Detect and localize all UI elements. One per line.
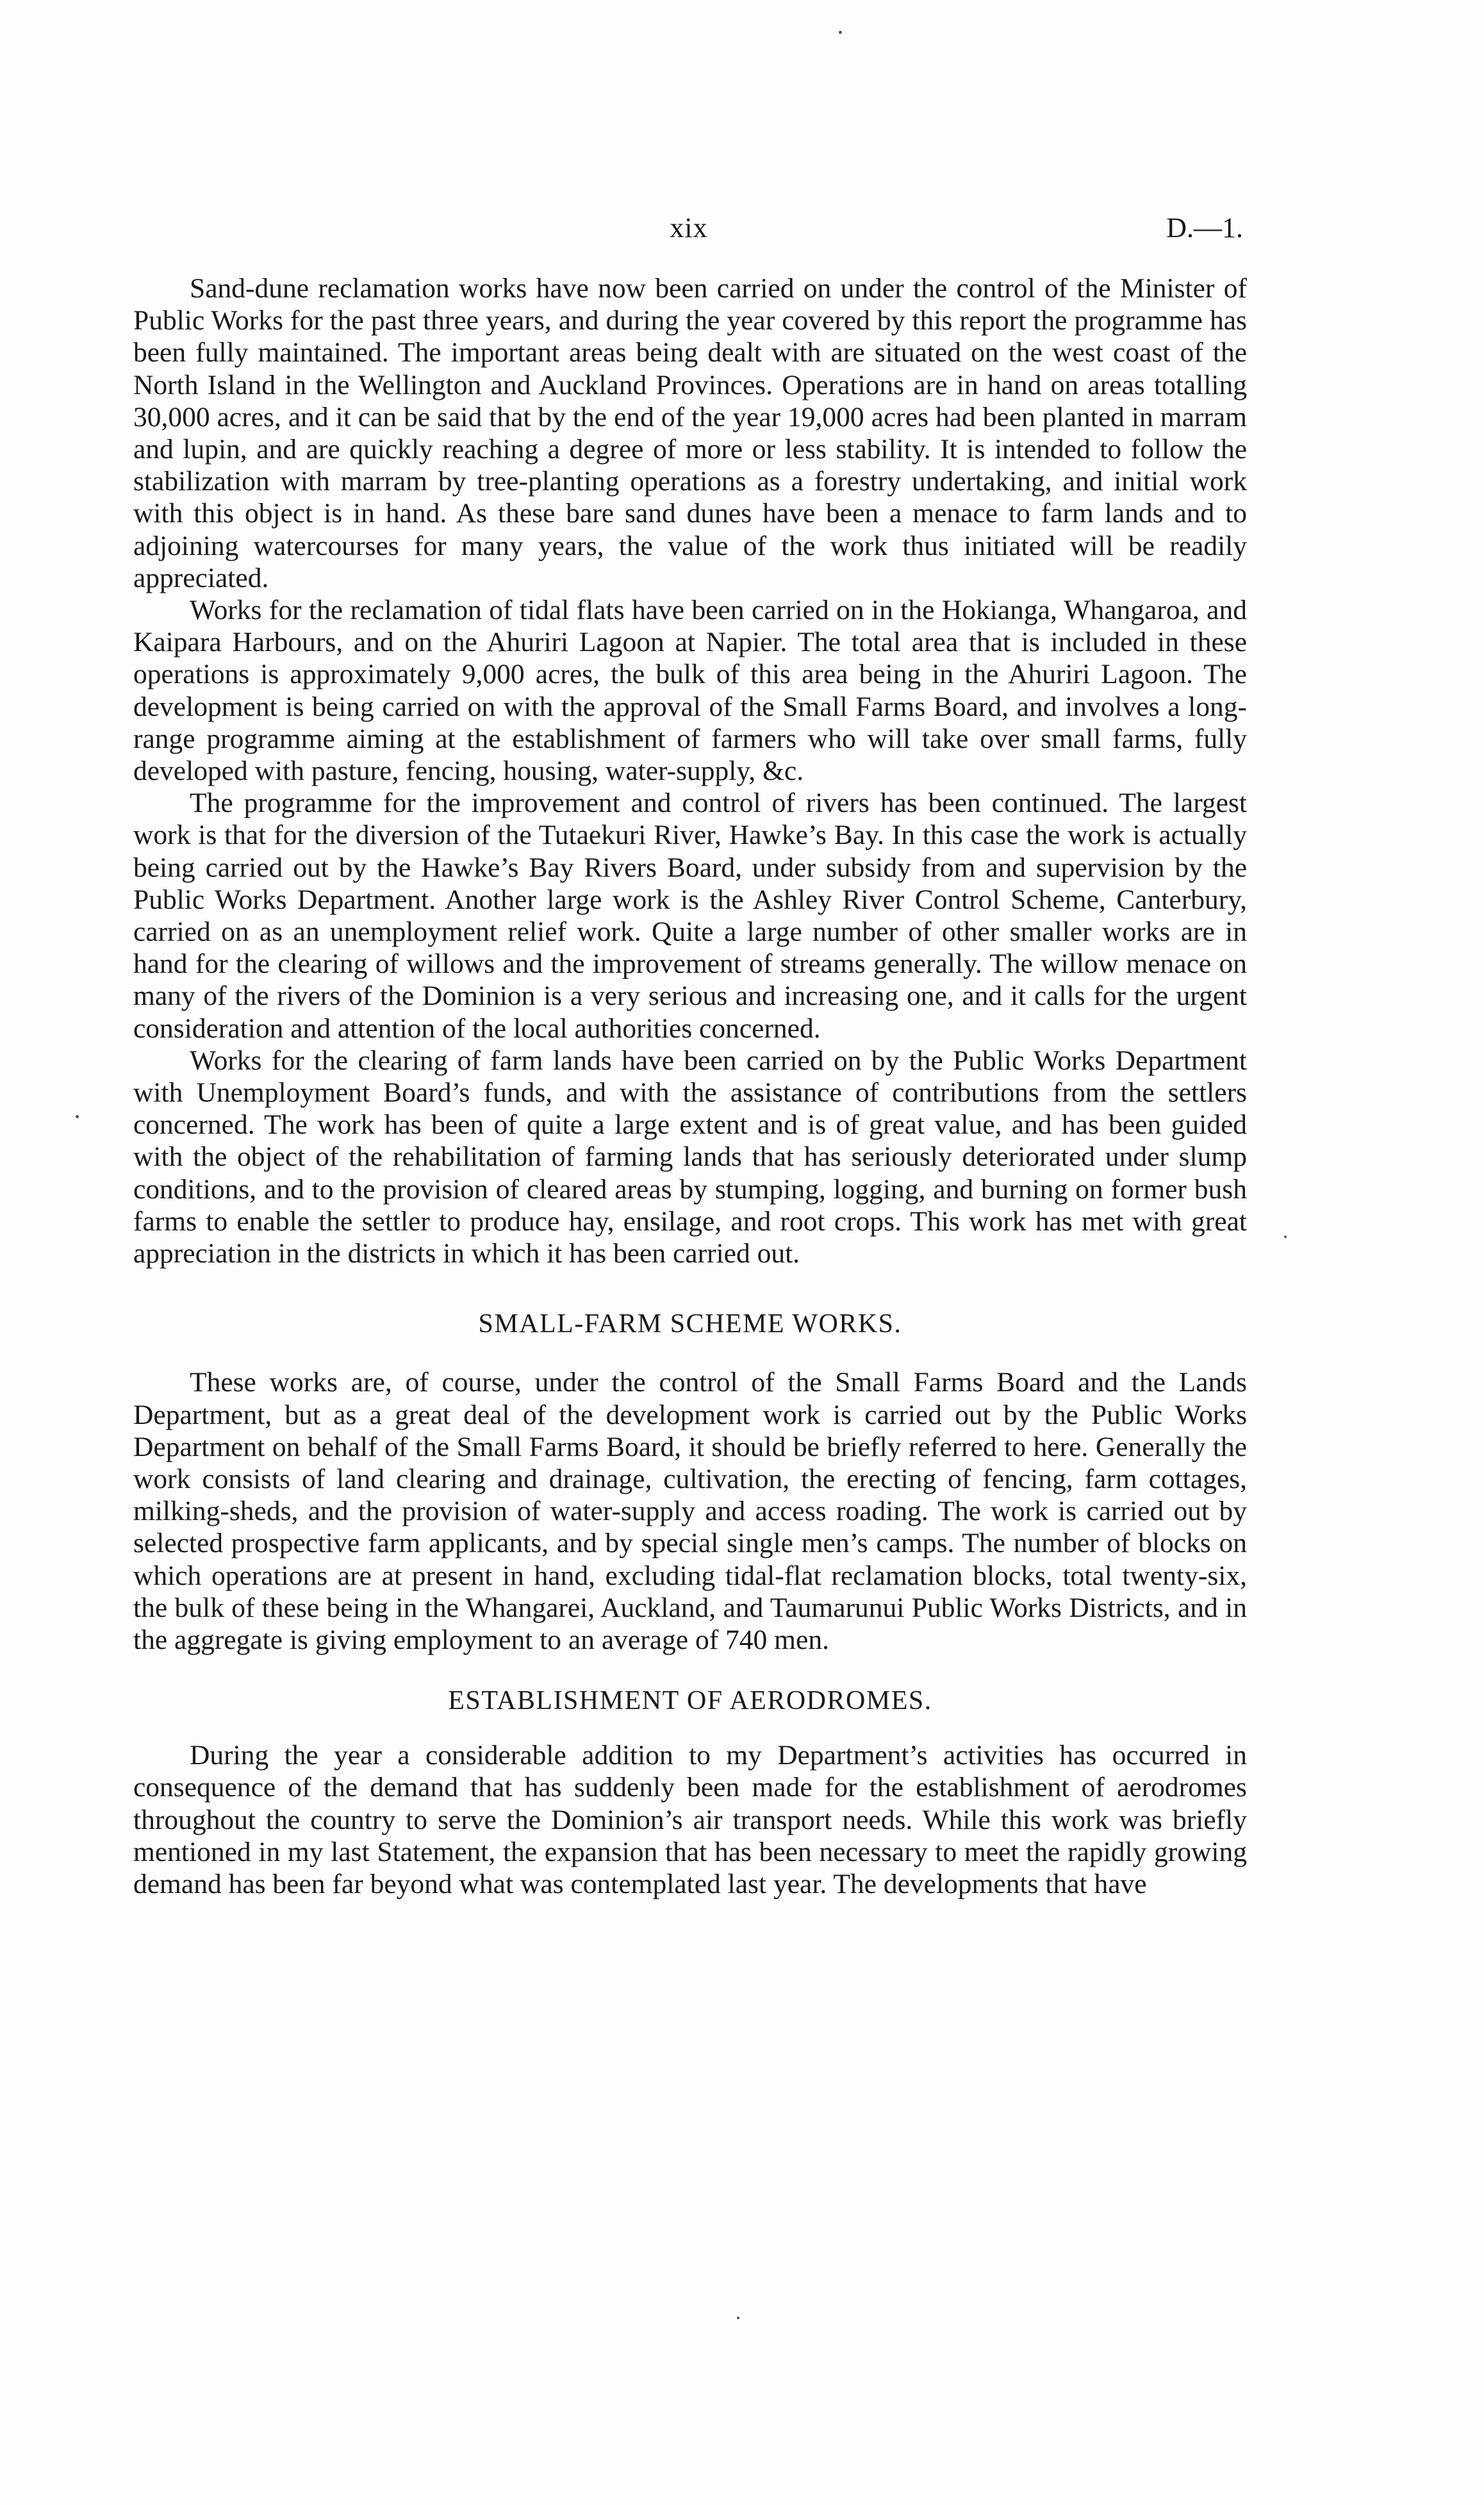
paragraph-sand-dune: Sand-dune reclamation works have now been carried on under the control of the Minister of Public Works for the past three years, and during the year covered by this report the programme has been fully maintained. The important areas being dealt with are situated on the west coast of the North Island in the Wellington and Auckland Provinces. Operations are in hand on areas totalling 30,000 acres, and it can be said that by the end of the year 19,000 acres had been planted in marram and lupin, and are quickly reaching a degree of more or less stability. It is intended to follow the stabilization with marram by tree-planting operations as a forestry undertaking, and initial work with this object is in hand. As these bare sand dunes have been a menace to farm lands and to adjoining watercourses for many years, the value of the work thus initiated will be readily appreciated. xyxy=(133,273,1247,593)
scan-speck xyxy=(76,1115,79,1118)
paragraph-small-farm-scheme: These works are, of course, under the control of the Small Farms Board and the Lands Department, but as a great deal of the development work is carried out by the Public Works Department on behalf of the Small Farms Board, it should be briefly referred to here. Generally the work consists of land clearing and drainage, cultivation, the erecting of fencing, farm cottages, milking-sheds, and the provision of water-supply and access roading. The work is carried out by selected prospective farm applicants, and by special single men’s camps. The number of blocks on which operations are at present in hand, excluding tidal-flat reclamation blocks, total twenty-six, the bulk of these being in the Whangarei, Auckland, and Taumarunui Public Works Districts, and in the aggregate is giving employment to an average of 740 men. xyxy=(133,1367,1247,1655)
paragraph-rivers: The programme for the improvement and control of rivers has been continued. The largest work is that for the diversion of the Tutaekuri River, Hawke’s Bay. In this case the work is actually being carried out by the Hawke’s Bay Rivers Board, under subsidy from and supervision by the Public Works Department. Another large work is the Ashley River Control Scheme, Canterbury, carried on as an unemployment relief work. Quite a large number of other smaller works are in hand for the clearing of willows and the improvement of streams generally. The willow menace on many of the rivers of the Dominion is a very serious and increasing one, and it calls for the urgent consideration and attention of the local authorities concerned. xyxy=(133,788,1247,1044)
paragraph-aerodromes: During the year a considerable addition to my Department’s activities has occurred in consequence of the demand that has suddenly been made for the establishment of aerodromes throughout the country to serve the Dominion’s air transport needs. While this work was briefly mentioned in my last Statement, the expansion that has been necessary to meet the rapidly growing demand has been far beyond what was contemplated last year. The developments that have xyxy=(133,1740,1247,1899)
scan-speck xyxy=(1284,1236,1287,1238)
heading-aerodromes: ESTABLISHMENT OF AERODROMES. xyxy=(448,1686,932,1716)
page-header xyxy=(135,211,1243,250)
paragraph-farm-clearing: Works for the clearing of farm lands have been carried on by the Public Works Department with Unemployment Board’s funds, and with the assistance of contributions from the settlers concerned. The work has been of quite a large extent and is of great value, and has been guided with the object of the rehabilitation of farming lands that has seriously deteriorated under slump conditions, and to the provision of cleared areas by stumping, logging, and burning on former bush farms to enable the settler to produce hay, ensilage, and root crops. This work has met with great appreciation in the districts in which it has been carried out. xyxy=(133,1045,1247,1269)
body-text xyxy=(133,272,1247,1900)
page-number: xix xyxy=(670,212,708,244)
heading-small-farm-scheme: SMALL-FARM SCHEME WORKS. xyxy=(478,1309,902,1339)
scan-speck xyxy=(839,31,842,34)
scan-speck xyxy=(737,2317,739,2319)
paragraph-tidal-flats: Works for the reclamation of tidal flats have been carried on in the Hokianga, Whangaroa, and Kaipara Harbours, and on the Ahuriri Lagoon at Napier. The total area that is included in these operations is approximately 9,000 acres, the bulk of this area being in the Ahuriri Lagoon. The development is being carried on with the approval of the Small Farms Board, and involves a long-range programme aiming at the establishment of farmers who will take over small farms, fully developed with pasture, fencing, housing, water-supply, &c. xyxy=(133,595,1247,787)
document-reference: D.—1. xyxy=(1166,212,1243,244)
